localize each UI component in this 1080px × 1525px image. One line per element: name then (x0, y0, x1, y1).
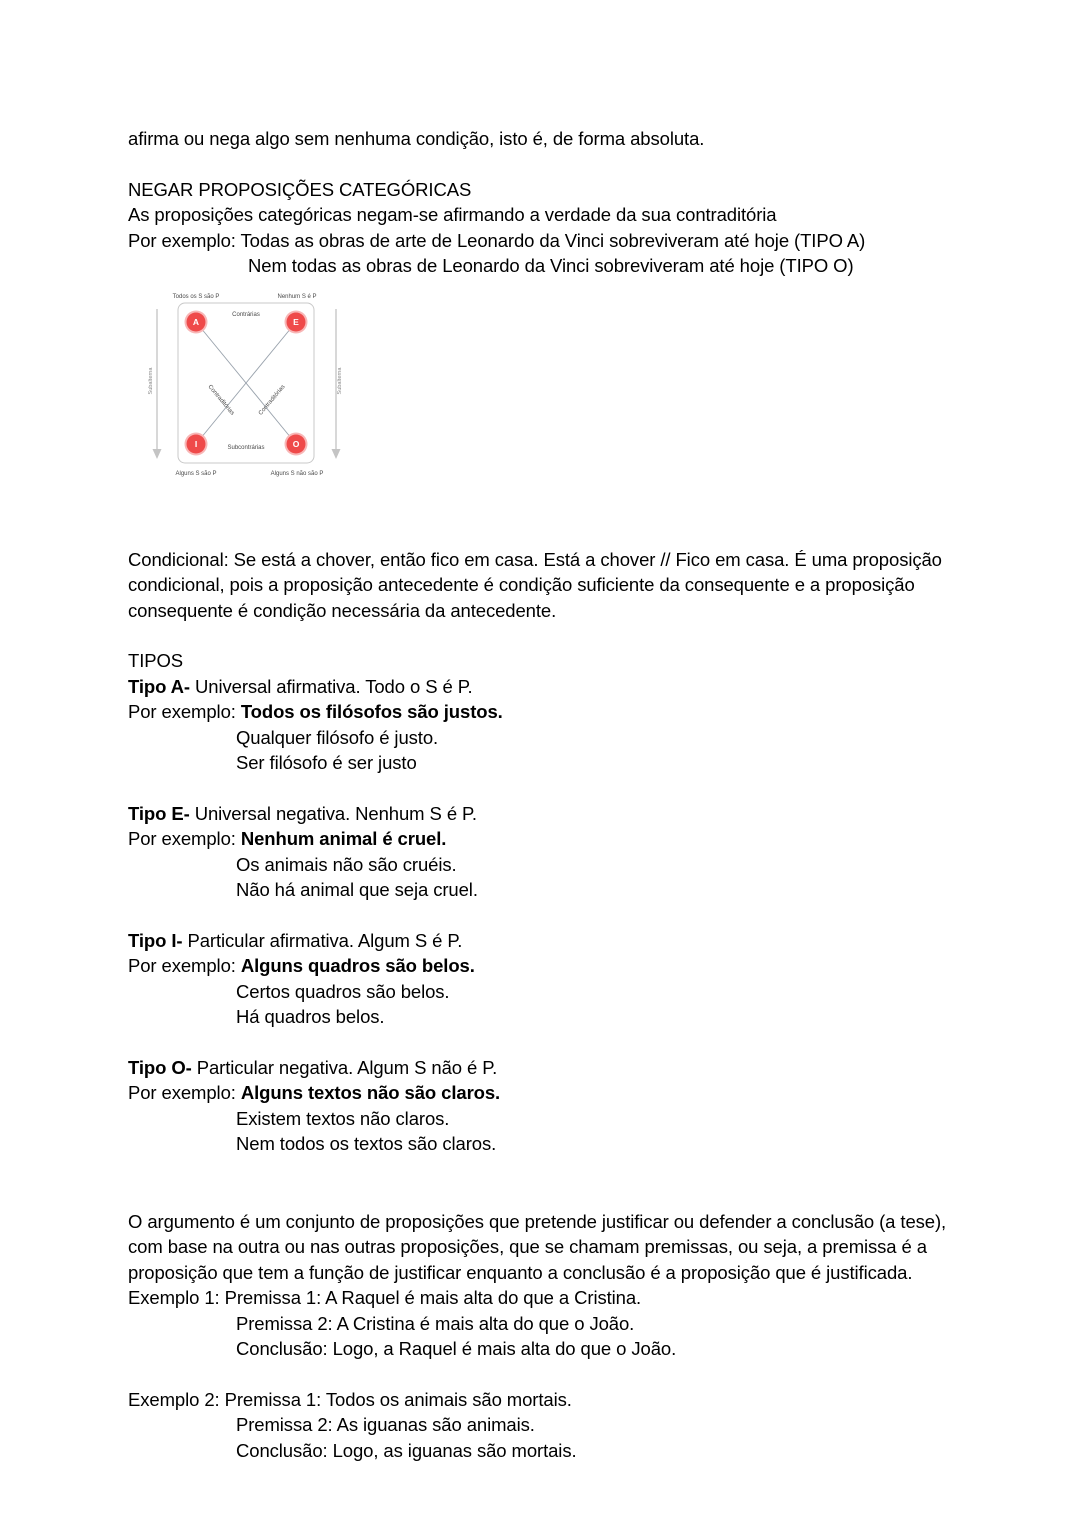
spacer (128, 903, 973, 928)
tipo-a-example (128, 699, 973, 725)
negar-line-3: Nem todas as obras de Leonardo da Vinci sobreviveram até hoje (TIPO O) (248, 255, 854, 276)
tipo-a-definition (128, 674, 973, 700)
tipo-e-example-bold: Nenhum animal é cruel. (240, 828, 447, 849)
tipo-i-alt-2: Há quadros belos. (236, 1006, 385, 1027)
tipo-e-label: Tipo E- (128, 802, 190, 824)
tipo-i-label: Tipo I- (128, 929, 183, 951)
exemplo-1-line-3: Conclusão: Logo, a Raquel é mais alta do que o João. (236, 1338, 677, 1359)
tipo-o-alt-1: Existem textos não claros. (236, 1107, 450, 1129)
tipo-e-alt-1: Os animais não são cruéis. (236, 853, 457, 875)
document-content (128, 126, 973, 1463)
tipo-e-example-prefix: Por exemplo: (128, 828, 241, 849)
relation-label-contrarias: Contrárias (232, 311, 260, 318)
spacer (128, 776, 973, 801)
node-a-letter: A (192, 316, 200, 327)
section-heading-tipos: TIPOS (128, 650, 184, 671)
relation-label-subcontrarias: Subcontrárias (227, 444, 265, 451)
tipo-o-definition (128, 1055, 973, 1081)
exemplo-1-line-2: Premissa 2: A Cristina é mais alta do que o João. (236, 1312, 635, 1334)
tipo-o-example (128, 1080, 973, 1106)
spacer (128, 1157, 973, 1209)
square-of-opposition-diagram (140, 291, 355, 491)
tipo-i-example (128, 953, 973, 979)
tipo-a-alt-2: Ser filósofo é ser justo (236, 752, 417, 773)
tipo-o-example-prefix: Por exemplo: (128, 1082, 241, 1103)
relation-label-subalterna-right: Subalterna (337, 366, 343, 395)
exemplo-1-line-1: Exemplo 1: Premissa 1: A Raquel é mais alta do que a Cristina. (128, 1287, 642, 1308)
node-o-letter: O (292, 438, 300, 449)
relation-label-subalterna-left: Subalterna (148, 366, 154, 395)
tipo-e-example (128, 826, 973, 852)
spacer (128, 491, 973, 547)
tipo-o-example-bold: Alguns textos não são claros. (240, 1082, 501, 1103)
negar-line-1: As proposições categóricas negam-se afirmando a verdade da sua contraditória (128, 204, 777, 225)
tipo-a-text: Universal afirmativa. Todo o S é P. (189, 675, 473, 697)
exemplo-2-line-3: Conclusão: Logo, as iguanas são mortais. (236, 1439, 577, 1461)
node-e-letter: E (293, 316, 299, 327)
tipo-e-alt-2: Não há animal que seja cruel. (236, 879, 478, 900)
spacer (128, 1362, 973, 1387)
relation-label-contraditorias-right: Contraditórias (257, 383, 287, 417)
tipo-o-alt-2: Nem todos os textos são claros. (236, 1133, 497, 1154)
corner-label-bottom-right: Alguns S não são P (270, 470, 324, 477)
exemplo-2-line-2: Premissa 2: As iguanas são animais. (236, 1414, 535, 1435)
tipo-i-example-bold: Alguns quadros são belos. (240, 955, 475, 976)
node-i-letter: I (194, 438, 198, 449)
corner-label-top-left: Todos os S são P (172, 293, 220, 300)
exemplo-2-line-1: Exemplo 2: Premissa 1: Todos os animais são mortais. (128, 1388, 572, 1410)
tipo-a-example-bold: Todos os filósofos são justos. (240, 701, 503, 722)
spacer (128, 1030, 973, 1055)
spacer (128, 152, 973, 177)
tipo-a-label: Tipo A- (128, 675, 190, 697)
corner-label-top-right: Nenhum S é P (277, 293, 317, 300)
negar-line-2: Por exemplo: Todas as obras de arte de Leonardo da Vinci sobreviveram até hoje (TIPO A) (128, 229, 866, 251)
tipo-i-definition (128, 928, 973, 954)
corner-label-bottom-left: Alguns S são P (175, 470, 217, 477)
argumento-paragraph: O argumento é um conjunto de proposições que pretende justificar ou defender a conclusão (a tese), com base na outra ou nas outras proposições, que se chamam premissas, ou seja, a premissa é a proposição que tem a função de justificar enquanto a conclusão é a proposição que é justificada. (128, 1210, 947, 1283)
relation-label-contraditorias-left: Contraditórias (206, 383, 236, 417)
tipo-o-text: Particular negativa. Algum S não é P. (191, 1056, 498, 1078)
right-subalterna-arrow-head (332, 449, 341, 459)
tipo-a-alt-1: Qualquer filósofo é justo. (236, 726, 439, 748)
left-subalterna-arrow-head (153, 449, 162, 459)
tipo-a-example-prefix: Por exemplo: (128, 701, 241, 722)
tipo-i-alt-1: Certos quadros são belos. (236, 980, 450, 1002)
tipo-o-label: Tipo O- (128, 1056, 192, 1078)
spacer (128, 623, 973, 648)
tipo-e-text: Universal negativa. Nenhum S é P. (189, 802, 477, 824)
intro-line: afirma ou nega algo sem nenhuma condição, isto é, de forma absoluta. (128, 128, 705, 149)
section-heading-negar: NEGAR PROPOSIÇÕES CATEGÓRICAS (128, 178, 472, 200)
tipo-i-text: Particular afirmativa. Algum S é P. (182, 929, 463, 951)
tipo-e-definition (128, 801, 973, 827)
tipo-i-example-prefix: Por exemplo: (128, 955, 241, 976)
condicional-paragraph: Condicional: Se está a chover, então fico em casa. Está a chover // Fico em casa. É uma proposição condicional, pois a proposição antecedente é condição suficiente da consequente e a proposição consequente é condição necessária da antecedente. (128, 548, 942, 621)
